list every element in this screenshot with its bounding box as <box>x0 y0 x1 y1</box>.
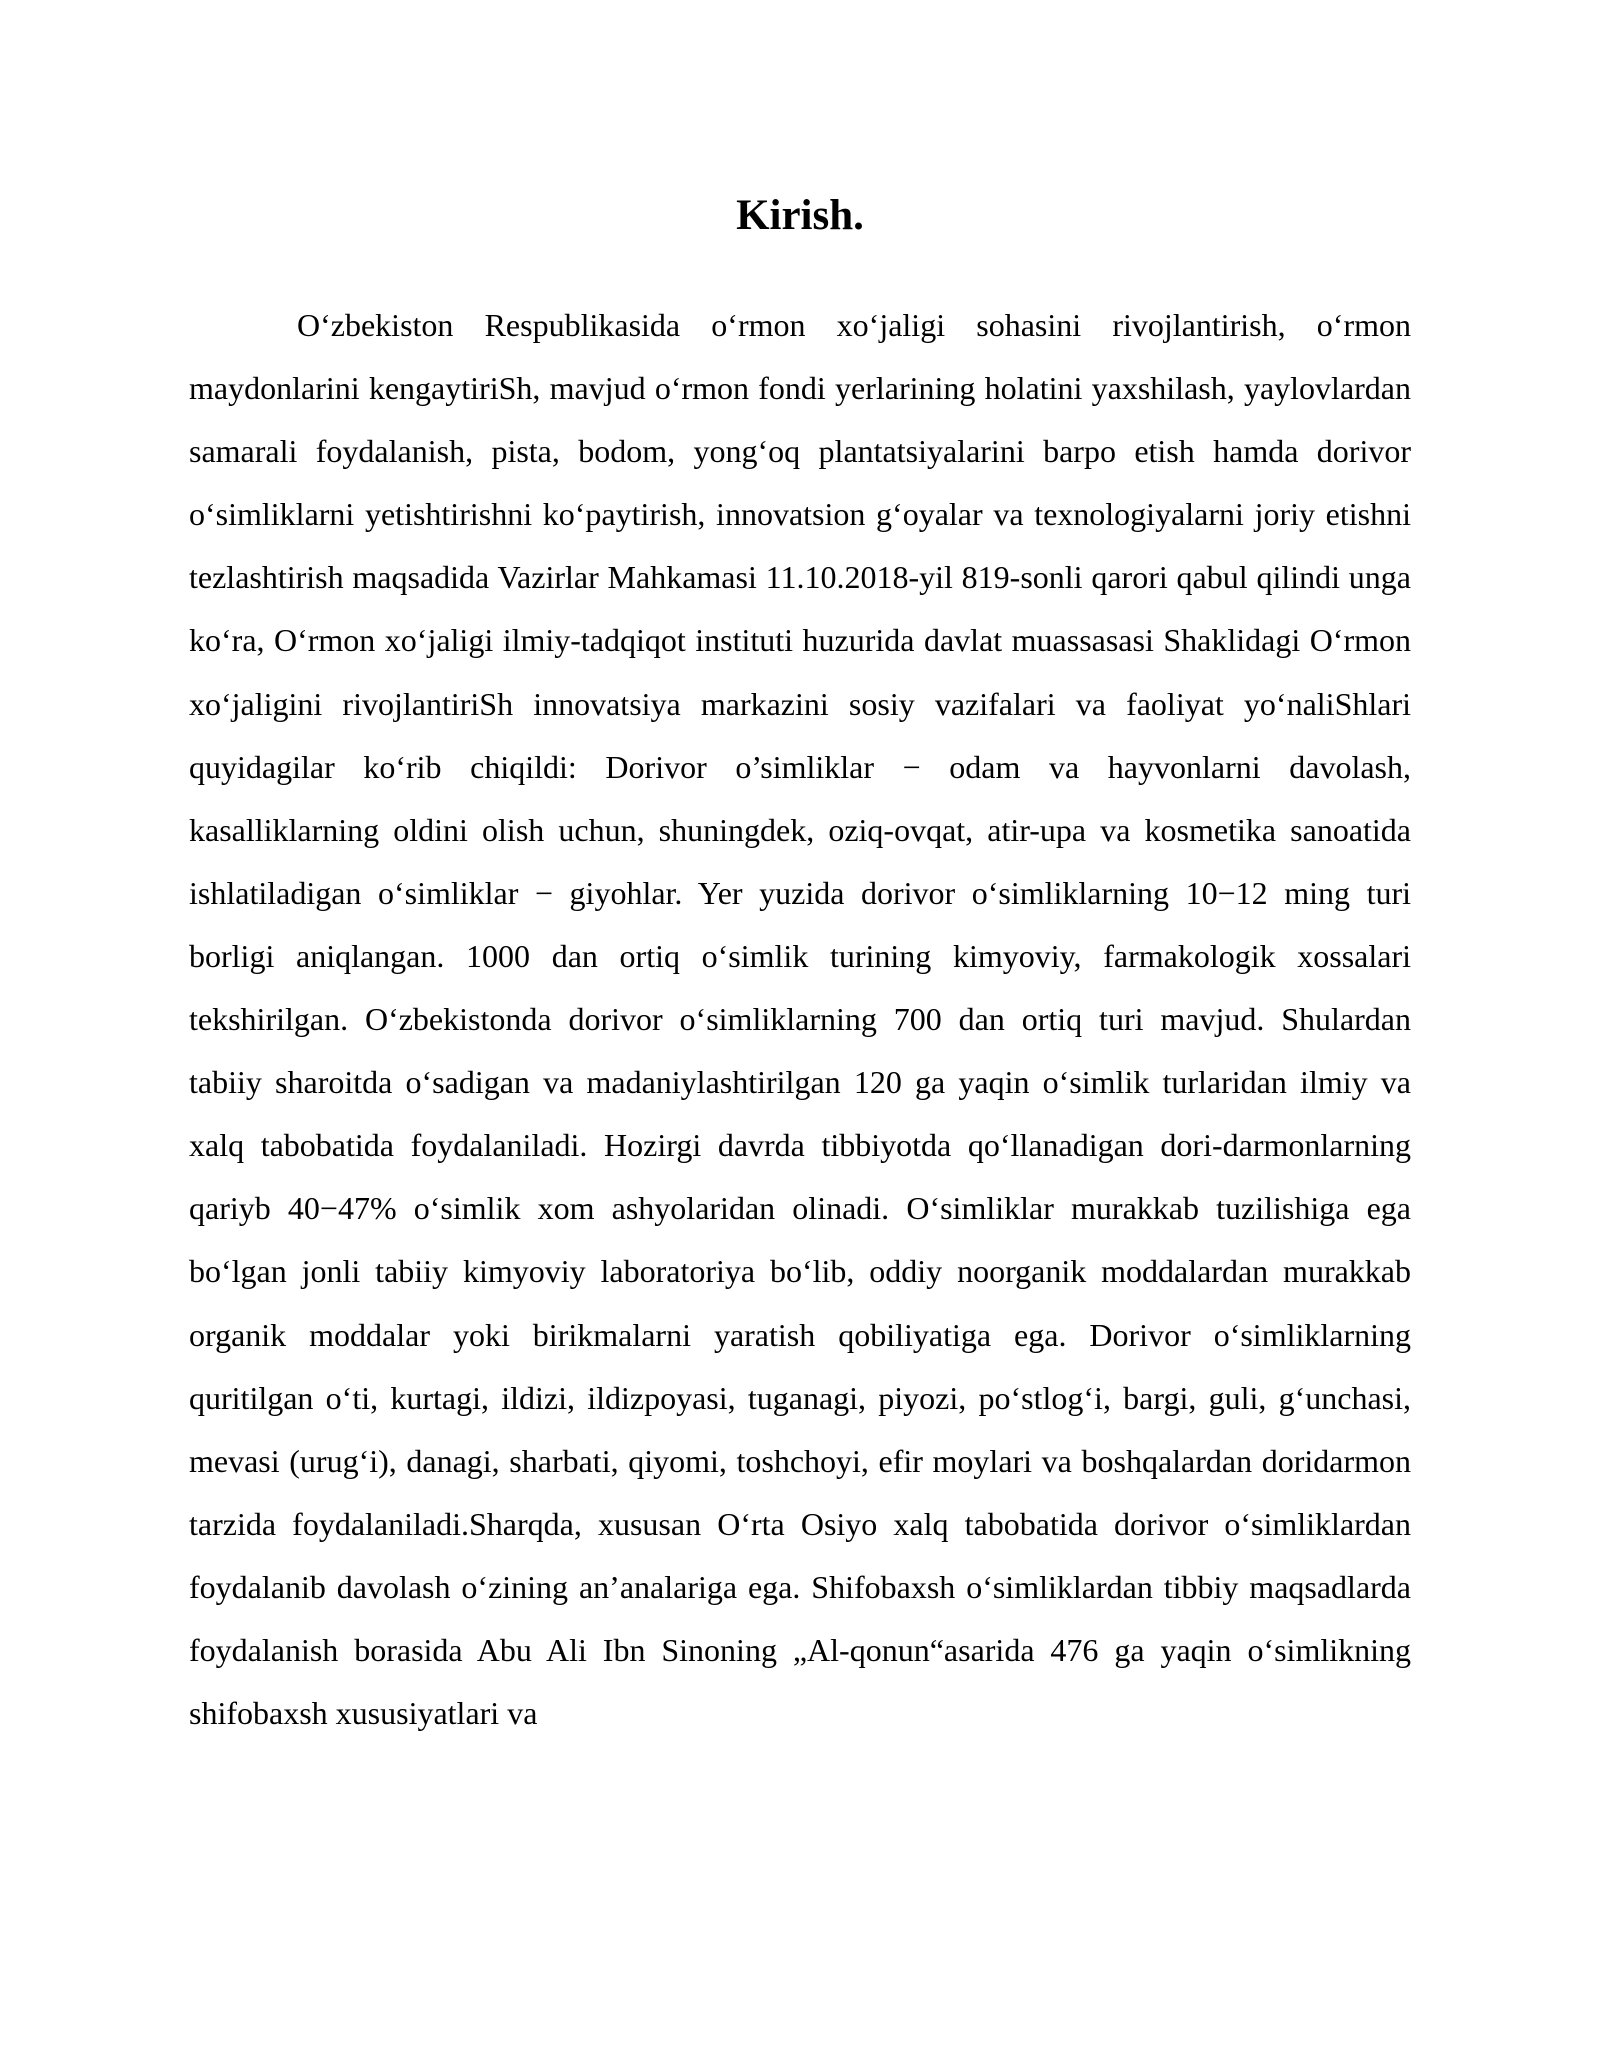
page-title: Kirish. <box>736 192 864 239</box>
body-paragraph: O‘zbekiston Respublikasida o‘rmon xo‘jaligi sohasini rivojlantirish, o‘rmon maydonlarini kengaytiriSh, mavjud o‘rmon fondi yerlarining holatini yaxshilash, yaylovlardan samarali foydalanish, pista, bodom, yong‘oq plantatsiyalarini barpo etish hamda dorivor o‘simliklarni yetishtirishni ko‘paytirish, innovatsion g‘oyalar va texnologiyalarni joriy etishni tezlashtirish maqsadida Vazirlar Mahkamasi 11.10.2018-yil 819-sonli qarori qabul qilindi unga ko‘ra, O‘rmon xo‘jaligi ilmiy-tadqiqot instituti huzurida davlat muassasasi Shaklidagi O‘rmon xo‘jaligini rivojlantiriSh innovatsiya markazini sosiy vazifalari va faoliyat yo‘naliShlari quyidagilar ko‘rib chiqildi: Dorivor o’simliklar − odam va hayvonlarni davolash, kasalliklarning oldini olish uchun, shuningdek, oziq-ovqat, atir-upa va kosmetika sanoatida ishlatiladigan o‘simliklar − giyohlar. Yer yuzida dorivor o‘simliklarning 10−12 ming turi borligi aniqlangan. 1000 dan ortiq o‘simlik turining kimyoviy, farmakologik xossalari tekshirilgan. O‘zbekistonda dorivor o‘simliklarning 700 dan ortiq turi mavjud. Shulardan tabiiy sharoitda o‘sadigan va madaniylashtirilgan 120 ga yaqin o‘simlik turlaridan ilmiy va xalq tabobatida foydalaniladi. Hozirgi davrda tibbiyotda qo‘llanadigan dori-darmonlarning qariyb 40−47% o‘simlik xom ashyolaridan olinadi. O‘simliklar murakkab tuzilishiga ega bo‘lgan jonli tabiiy kimyoviy laboratoriya bo‘lib, oddiy noorganik moddalardan murakkab organik moddalar yoki birikmalarni yaratish qobiliyatiga ega. Dorivor o‘simliklarning quritilgan o‘ti, kurtagi, ildizi, ildizpoyasi, tuganagi, piyozi, po‘stlog‘i, bargi, guli, g‘unchasi, mevasi (urug‘i), danagi, sharbati, qiyomi, toshchoyi, efir moylari va boshqalardan doridarmon tarzida foydalaniladi.Sharqda, xususan O‘rta Osiyo xalq tabobatida dorivor o‘simliklardan foydalanib davolash o‘zining an’analariga ega. Shifobaxsh o‘simliklardan tibbiy maqsadlarda foydalanish borasida Abu Ali Ibn Sinoning „Al-qonun“asarida 476 ga yaqin o‘simlikning shifobaxsh xususiyatlari va <box>189 307 1411 1732</box>
